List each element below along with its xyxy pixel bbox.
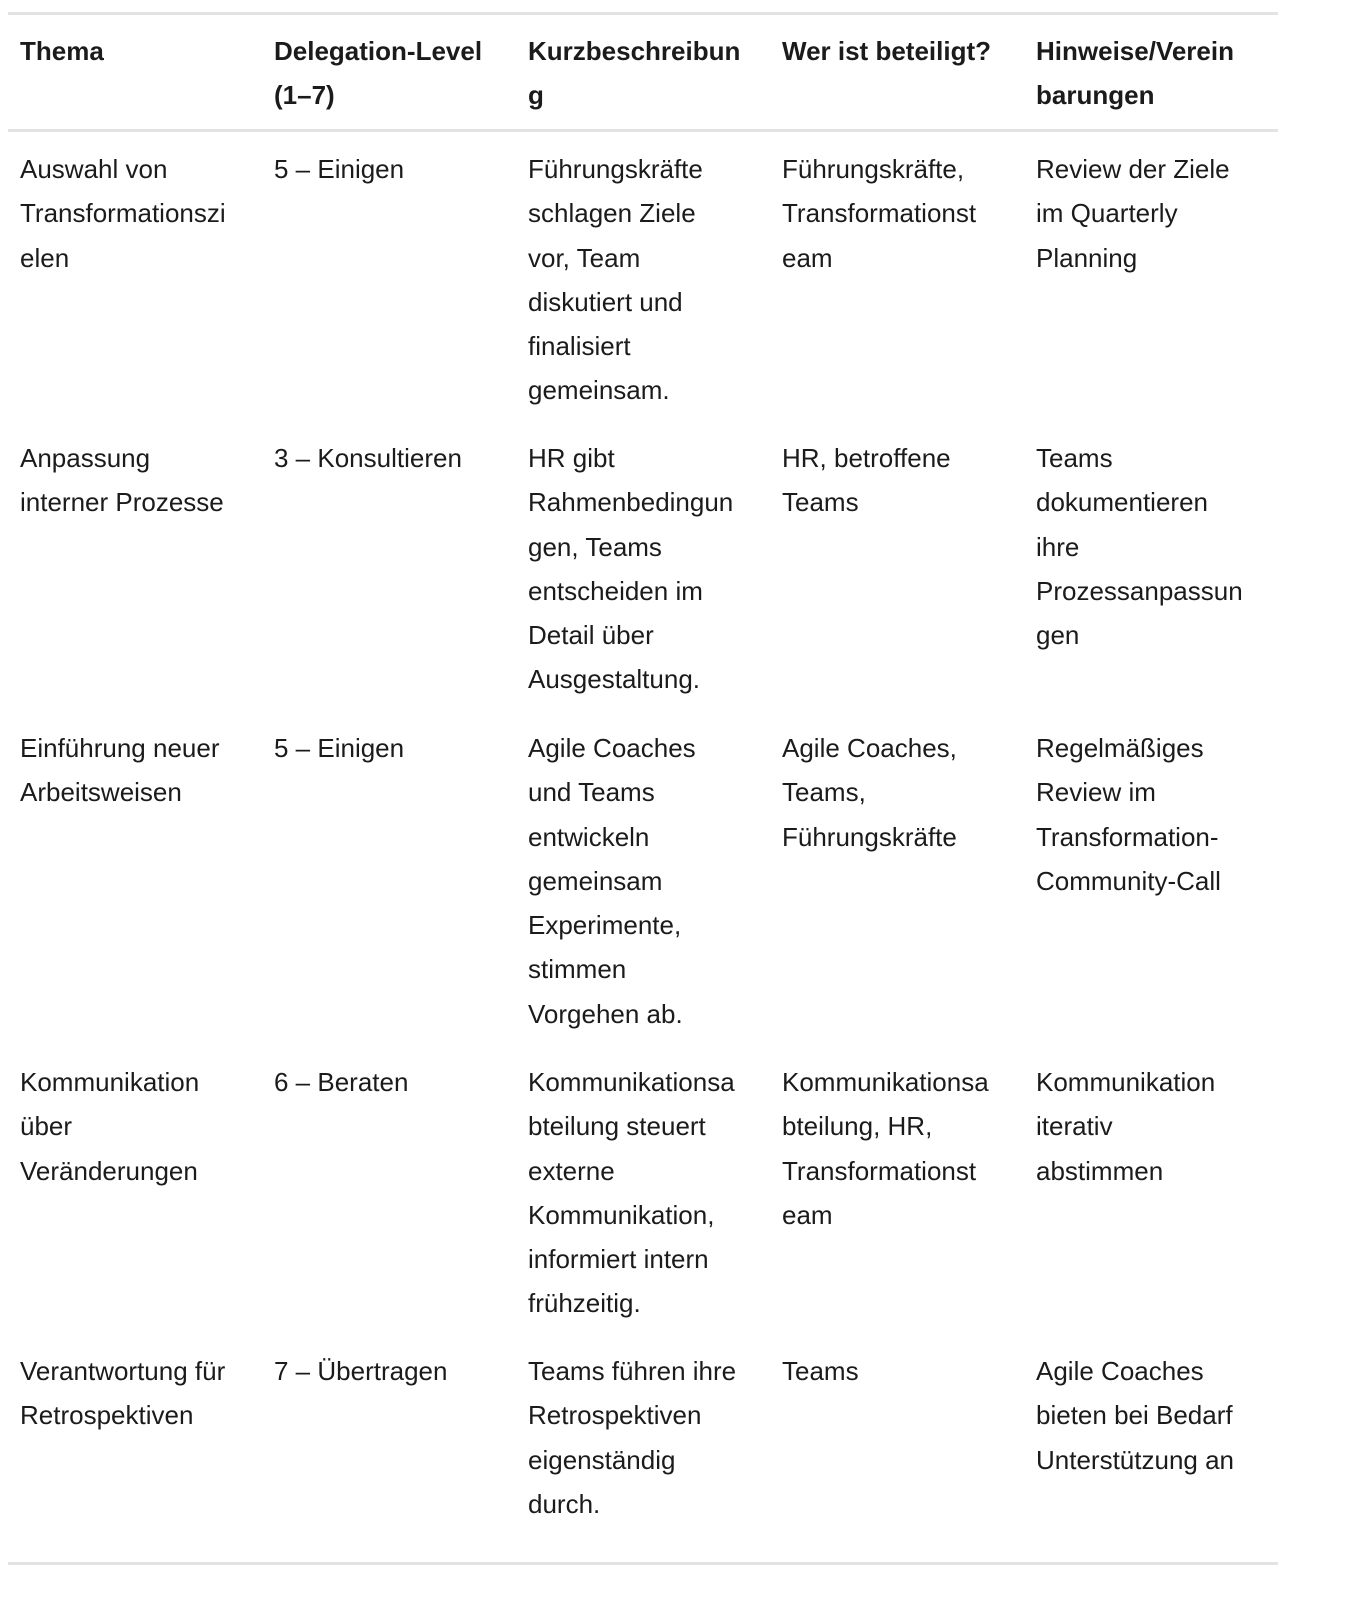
cell-thema: Auswahl von Transformationszi elen (20, 154, 226, 273)
cell-hinweise: Review der Ziele im Quarterly Planning (1036, 154, 1230, 273)
cell-kurzbeschreibung: Kommunikationsa bteilung steuert externe Kommunikation, informiert intern frühzeitig. (528, 1067, 735, 1319)
header-kurzbeschreibung: Kurzbeschreibun g (528, 36, 741, 111)
cell-hinweise: Agile Coaches bieten bei Bedarf Unterstützung an (1036, 1356, 1235, 1475)
table-row (8, 711, 1278, 1045)
table-row (8, 132, 1278, 421)
cell-beteiligte: HR, betroffene Teams (782, 443, 951, 518)
cell-delegation-level: 3 – Konsultieren (274, 443, 462, 473)
cell-hinweise: Regelmäßiges Review im Transformation- Community-Call (1036, 733, 1221, 896)
cell-hinweise: Kommunikation iterativ abstimmen (1036, 1067, 1216, 1186)
cell-hinweise: Teams dokumentieren ihre Prozessanpassun gen (1036, 443, 1243, 651)
cell-beteiligte: Führungskräfte, Transformationst eam (782, 154, 977, 273)
cell-kurzbeschreibung: Agile Coaches und Teams entwickeln gemeinsam Experimente, stimmen Vorgehen ab. (528, 733, 696, 1029)
cell-delegation-level: 6 – Beraten (274, 1067, 409, 1097)
cell-kurzbeschreibung: Führungskräfte schlagen Ziele vor, Team diskutiert und finalisiert gemeinsam. (528, 154, 703, 406)
table-row (8, 1045, 1278, 1334)
header-thema: Thema (20, 36, 104, 66)
table-row (8, 421, 1278, 711)
header-wer-ist-beteiligt: Wer ist beteiligt? (782, 36, 991, 66)
delegation-table (8, 12, 1278, 1565)
header-delegation-level: Delegation-Level (1–7) (274, 36, 483, 111)
cell-thema: Verantwortung für Retrospektiven (20, 1356, 226, 1431)
cell-thema: Anpassung interner Prozesse (20, 443, 224, 518)
cell-delegation-level: 5 – Einigen (274, 733, 405, 763)
cell-delegation-level: 5 – Einigen (274, 154, 405, 184)
cell-delegation-level: 7 – Übertragen (274, 1356, 448, 1386)
cell-beteiligte: Agile Coaches, Teams, Führungskräfte (782, 733, 957, 852)
cell-thema: Einführung neuer Arbeitsweisen (20, 733, 220, 808)
header-hinweise-vereinbarungen: Hinweise/Verein barungen (1036, 36, 1234, 111)
cell-kurzbeschreibung: HR gibt Rahmenbedingun gen, Teams entscheiden im Detail über Ausgestaltung. (528, 443, 734, 695)
cell-kurzbeschreibung: Teams führen ihre Retrospektiven eigenständig durch. (528, 1356, 737, 1519)
table-header-row (8, 15, 1278, 132)
cell-beteiligte: Kommunikationsa bteilung, HR, Transformationst eam (782, 1067, 989, 1230)
cell-thema: Kommunikation über Veränderungen (20, 1067, 200, 1186)
table-row (8, 1334, 1278, 1562)
cell-beteiligte: Teams (782, 1356, 859, 1386)
